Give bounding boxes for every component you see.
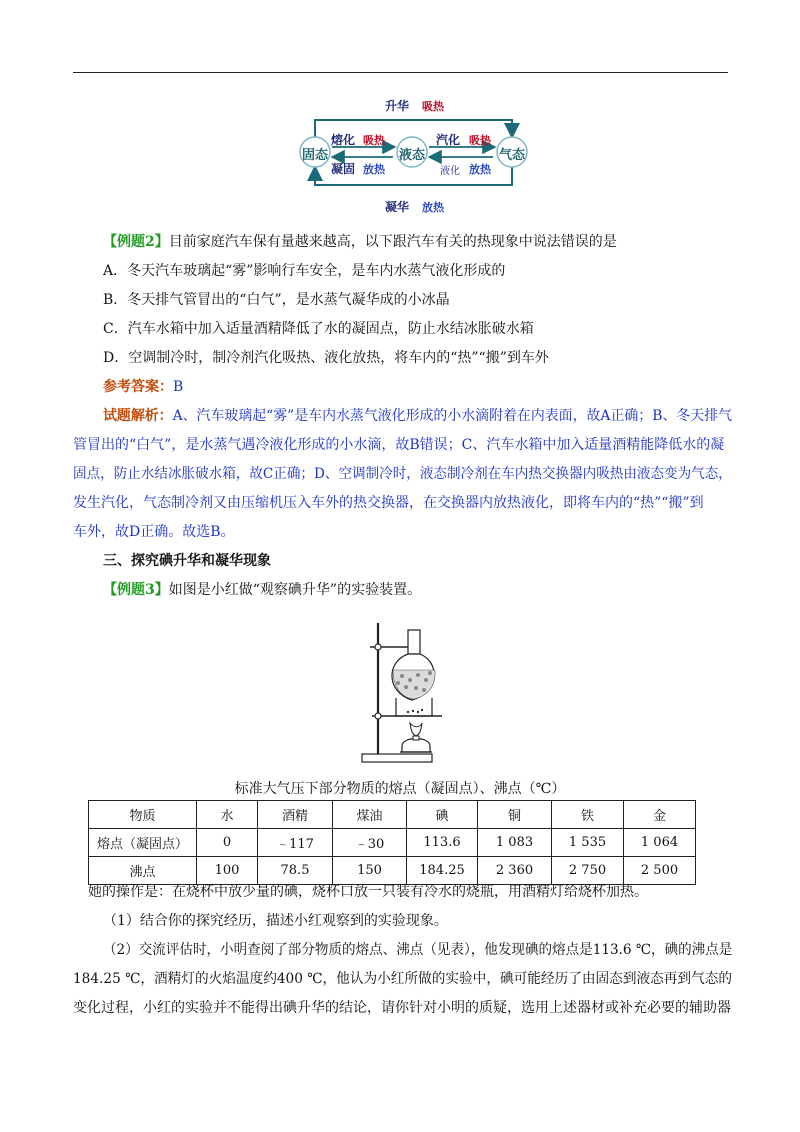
table-cell: ﹣30 xyxy=(333,829,407,857)
analysis-line-5: 车外，故D正确。故选B。 xyxy=(73,524,235,540)
analysis-line-2: 管冒出的“白气”，是水蒸气遇冷液化形成的小水滴，故B错误；C、汽车水箱中加入适量酒精能降低水的凝 xyxy=(73,437,725,453)
header-rule xyxy=(73,72,728,73)
table-header-cell: 酒精 xyxy=(258,801,333,829)
sublimation-heat-label: 吸热 xyxy=(422,100,444,113)
table-cell: 184.25 xyxy=(407,857,478,885)
example2-option-a: A．冬天汽车玻璃起“雾”影响行车安全，是车内水蒸气液化形成的 xyxy=(103,263,506,279)
deposition-heat-label: 放热 xyxy=(422,201,444,214)
table-cell: 113.6 xyxy=(407,829,478,857)
table-cell: 2 750 xyxy=(552,857,624,885)
table-cell: 2 500 xyxy=(624,857,696,885)
table-cell: 1 535 xyxy=(552,829,624,857)
gas-state-label: 气态 xyxy=(499,148,526,163)
liquefying-heat-label: 放热 xyxy=(469,163,491,176)
melting-label: 熔化 xyxy=(331,133,356,147)
apparatus-drawing xyxy=(360,620,455,768)
example2-stem xyxy=(103,232,617,252)
table-row xyxy=(89,829,696,857)
example2-option-d: D．空调制冷时，制冷剂汽化吸热、液化放热，将车内的“热”“搬”到车外 xyxy=(103,350,549,366)
question-2-line-2: 184.25 ℃，酒精灯的火焰温度约400 ℃，他认为小红所做的实验中，碘可能经历了由固态到液态再到气态的 xyxy=(73,971,733,987)
analysis-line-4: 发生汽化，气态制冷剂又由压缩机压入车外的热交换器，在交换器内放热液化，即将车内的“热”“搬”到 xyxy=(73,495,704,511)
example2-tag: 【例题2】 xyxy=(103,234,169,250)
melting-boiling-point-table xyxy=(88,800,696,885)
example3-stem xyxy=(103,580,421,600)
melting-heat-label: 吸热 xyxy=(363,134,385,147)
solid-state-label: 固态 xyxy=(302,148,329,163)
section3-heading: 三、探究碘升华和凝华现象 xyxy=(103,553,271,569)
answer-label: 参考答案： xyxy=(103,379,173,395)
table-caption: 标准大气压下部分物质的熔点（凝固点）、沸点（℃） xyxy=(234,781,566,797)
table-cell: 沸点 xyxy=(89,857,197,885)
table-header-cell: 铜 xyxy=(478,801,552,829)
liquefying-label: 液化 xyxy=(440,166,460,177)
solidifying-label: 凝固 xyxy=(331,162,356,176)
answer-value: B xyxy=(173,379,184,395)
example3-tag: 【例题3】 xyxy=(103,582,169,598)
table-cell: 0 xyxy=(197,829,258,857)
table-header-cell: 煤油 xyxy=(333,801,407,829)
table-cell: 1 064 xyxy=(624,829,696,857)
analysis-line-1: 试题解析：A、汽车玻璃起“雾”是车内水蒸气液化形成的小水滴附着在内表面，故A正确；B、冬天排气 xyxy=(103,408,733,424)
table-header-row xyxy=(89,801,696,829)
table-header-cell: 铁 xyxy=(552,801,624,829)
table-header-cell: 物质 xyxy=(89,801,197,829)
solidifying-heat-label: 放热 xyxy=(363,163,385,176)
deposition-label: 凝华 xyxy=(385,200,410,214)
question-2-line-3: 变化过程，小红的实验并不能得出碘升华的结论，请你针对小明的质疑，选用上述器材或补充必要的辅助器 xyxy=(73,1000,731,1016)
vaporizing-label: 汽化 xyxy=(436,133,461,147)
iodine-sublimation-apparatus xyxy=(360,620,455,768)
example3-question: 如图是小红做“观察碘升华”的实验装置。 xyxy=(168,582,422,598)
vaporizing-heat-label: 吸热 xyxy=(469,134,491,147)
example2-option-c: C．汽车水箱中加入适量酒精降低了水的凝固点，防止水结冰胀破水箱 xyxy=(103,321,534,337)
example2-option-b: B．冬天排气管冒出的“白气”，是水蒸气凝华成的小冰晶 xyxy=(103,292,450,308)
table-cell: 2 360 xyxy=(478,857,552,885)
table-row xyxy=(89,857,696,885)
sublimation-label: 升华 xyxy=(385,99,410,113)
analysis-line-3: 固点，防止水结冰胀破水箱，故C正确；D、空调制冷时，液态制冷剂在车内热交换器内吸热由液态变为气态， xyxy=(73,466,732,482)
table-header-cell: 碘 xyxy=(407,801,478,829)
example2-question: 目前家庭汽车保有量越来越高，以下跟汽车有关的热现象中说法错误的是 xyxy=(168,234,617,250)
question-1: （1）结合你的探究经历，描述小红观察到的实验现象。 xyxy=(103,913,448,929)
table-cell: 熔点（凝固点） xyxy=(89,829,197,857)
table-cell: ﹣117 xyxy=(258,829,333,857)
table-cell: 78.5 xyxy=(258,857,333,885)
phase-change-diagram xyxy=(290,95,540,220)
liquid-state-label: 液态 xyxy=(399,148,426,163)
table-cell: 150 xyxy=(333,857,407,885)
table-header-cell: 水 xyxy=(197,801,258,829)
question-2-line-1: （2）交流评估时，小明查阅了部分物质的熔点、沸点（见表），他发现碘的熔点是113.6 ℃，碘的沸点是 xyxy=(103,942,733,958)
example2-answer xyxy=(103,377,183,397)
table-cell: 100 xyxy=(197,857,258,885)
analysis-label: 试题解析： xyxy=(103,408,173,424)
table-cell: 1 083 xyxy=(478,829,552,857)
table-header-cell: 金 xyxy=(624,801,696,829)
operation-text: 她的操作是：在烧杯中放少量的碘，烧杯口放一只装有冷水的烧瓶，用酒精灯给烧杯加热。 xyxy=(88,884,648,900)
